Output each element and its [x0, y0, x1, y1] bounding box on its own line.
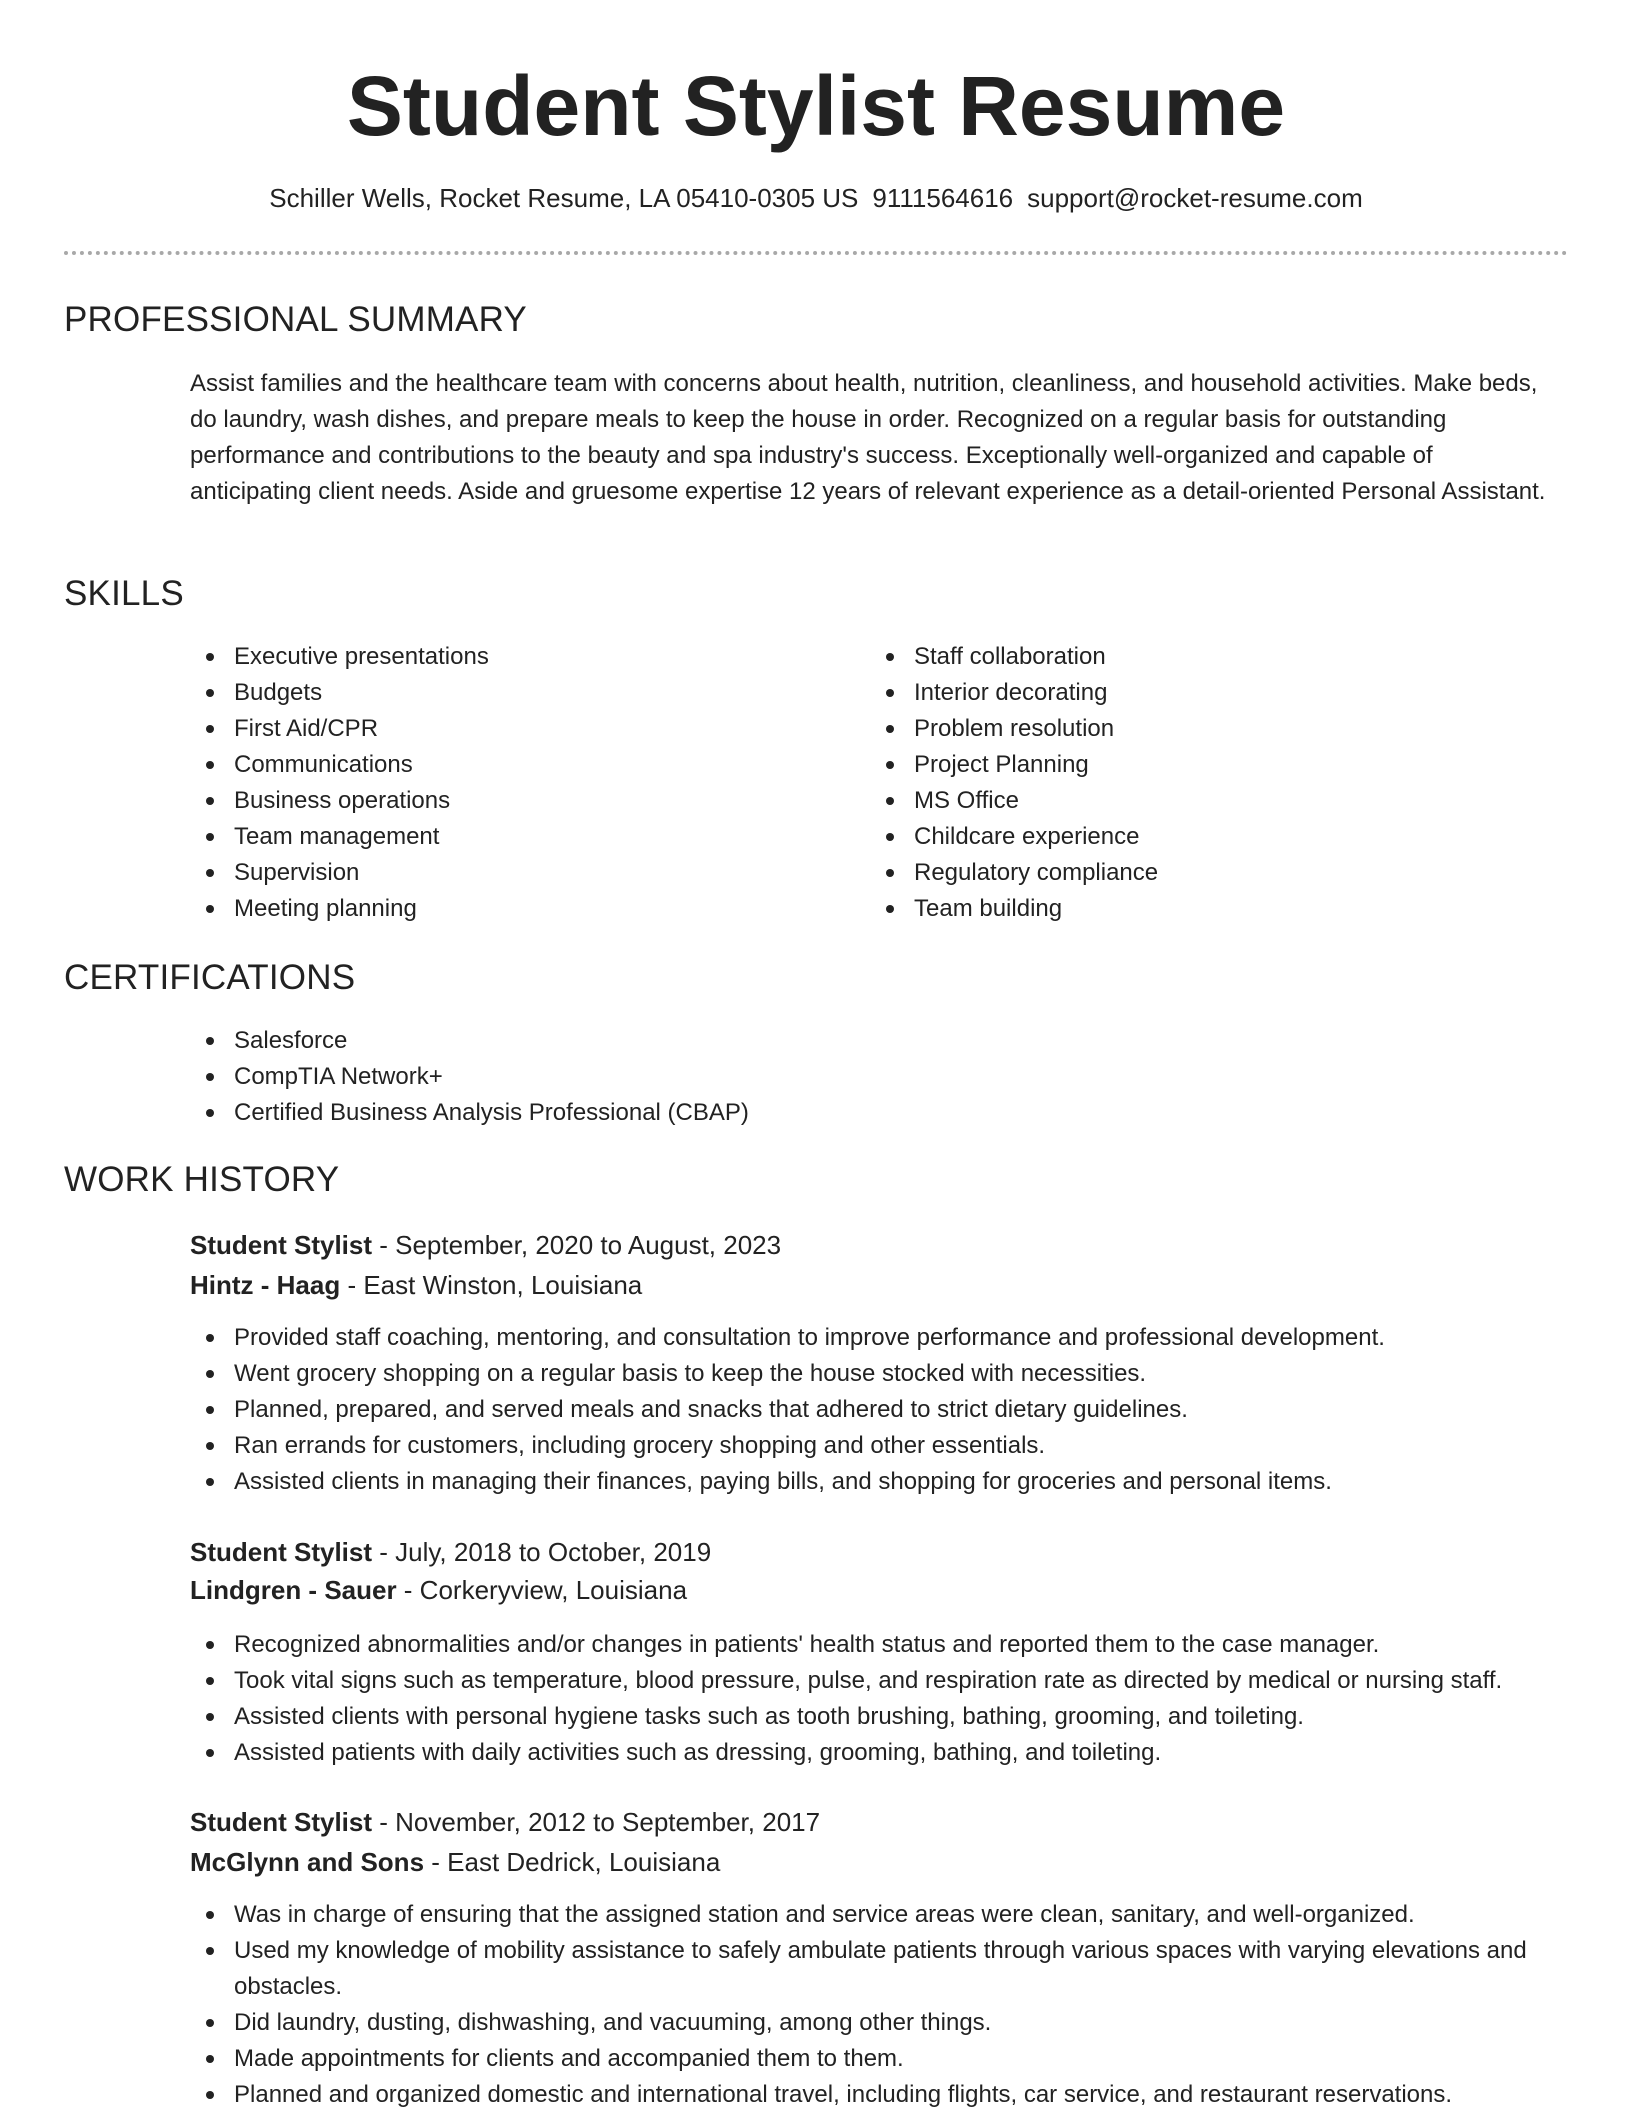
job-duty: Went grocery shopping on a regular basis to keep the house stocked with necessities. — [190, 1356, 1590, 1392]
job-duty: Assisted patients with daily activities such as dressing, grooming, bathing, and toileting. — [190, 1735, 1590, 1771]
job-title: Student Stylist — [190, 1537, 373, 1567]
job-duty: Did laundry, dusting, dishwashing, and vacuuming, among other things. — [190, 2005, 1560, 2041]
skill-item: Project Planning — [870, 747, 1510, 783]
skills-heading: SKILLS — [64, 574, 184, 613]
job-title: Student Stylist — [190, 1230, 373, 1260]
skill-item: Budgets — [190, 675, 830, 711]
contact-email: support@rocket-resume.com — [1027, 183, 1363, 213]
job-duty: Ran errands for customers, including grocery shopping and other essentials. — [190, 1428, 1590, 1464]
summary-text: Assist families and the healthcare team with concerns about health, nutrition, cleanliness, and household activities. Make beds, do laundry, wash dishes, and prepare meals to keep the house in order. Recognized on a regular basis for outstanding performance and contributions to the beauty and spa industry's success. Exceptionally well-organized and capable of anticipating client needs. Aside and gruesome expertise 12 years of relevant experience as a detail-oriented Personal Assistant. — [190, 370, 1546, 505]
job-duty: Assisted clients in managing their finances, paying bills, and shopping for groceries and personal items. — [190, 1464, 1590, 1500]
job-duty: Planned, prepared, and served meals and snacks that adhered to strict dietary guidelines. — [190, 1392, 1590, 1428]
contact-phone: 9111564616 — [872, 183, 1014, 213]
contact-address: Schiller Wells, Rocket Resume, LA 05410-0305 US — [269, 183, 859, 213]
job-location: - East Dedrick, Louisiana — [424, 1847, 721, 1877]
job-title-line — [190, 1804, 820, 1840]
skills-list-right — [870, 639, 1510, 927]
job-title: Student Stylist — [190, 1807, 373, 1837]
summary-heading: PROFESSIONAL SUMMARY — [64, 300, 527, 339]
certification-item: CompTIA Network+ — [190, 1059, 1560, 1095]
skill-item: Executive presentations — [190, 639, 830, 675]
job-duty: Recognized abnormalities and/or changes in patients' health status and reported them to the case manager. — [190, 1627, 1590, 1663]
skill-item: Regulatory compliance — [870, 855, 1510, 891]
skill-item: First Aid/CPR — [190, 711, 830, 747]
skill-item: Staff collaboration — [870, 639, 1510, 675]
certification-item: Certified Business Analysis Professional (CBAP) — [190, 1095, 1560, 1131]
skill-item: Meeting planning — [190, 891, 830, 927]
job-duty: Assisted clients with personal hygiene tasks such as tooth brushing, bathing, grooming, and toileting. — [190, 1699, 1590, 1735]
skill-item: Childcare experience — [870, 819, 1510, 855]
job-company: Hintz - Haag — [190, 1270, 341, 1300]
work-history-heading: WORK HISTORY — [64, 1160, 340, 1199]
job-duty: Provided staff coaching, mentoring, and consultation to improve performance and professional development. — [190, 1320, 1590, 1356]
certifications-list — [190, 1023, 1560, 1131]
job-duty: Was in charge of ensuring that the assigned station and service areas were clean, sanitary, and well-organized. — [190, 1897, 1560, 1933]
job-company: McGlynn and Sons — [190, 1847, 425, 1877]
skill-item: Business operations — [190, 783, 830, 819]
job-title-line — [190, 1534, 711, 1570]
job-company-line — [190, 1267, 642, 1303]
job-location: - Corkeryview, Louisiana — [396, 1575, 688, 1605]
job-duties-list — [190, 1897, 1560, 2113]
header-divider — [64, 251, 1568, 255]
skill-item: Communications — [190, 747, 830, 783]
resume-title: Student Stylist Resume — [346, 59, 1286, 153]
skill-item: MS Office — [870, 783, 1510, 819]
contact-line — [0, 180, 1632, 216]
skill-item: Problem resolution — [870, 711, 1510, 747]
job-duty: Planned and organized domestic and international travel, including flights, car service, and restaurant reservations. — [190, 2077, 1560, 2113]
job-duty: Used my knowledge of mobility assistance to safely ambulate patients through various spaces with varying elevations and obstacles. — [190, 1933, 1560, 2005]
job-company-line — [190, 1844, 720, 1880]
job-title-line — [190, 1227, 781, 1263]
job-dates: - July, 2018 to October, 2019 — [372, 1537, 712, 1567]
skill-item: Team building — [870, 891, 1510, 927]
job-company-line — [190, 1572, 687, 1608]
skill-item: Team management — [190, 819, 830, 855]
job-duty: Made appointments for clients and accompanied them to them. — [190, 2041, 1560, 2077]
job-dates: - November, 2012 to September, 2017 — [372, 1807, 821, 1837]
job-dates: - September, 2020 to August, 2023 — [372, 1230, 782, 1260]
job-duty: Took vital signs such as temperature, blood pressure, pulse, and respiration rate as directed by medical or nursing staff. — [190, 1663, 1590, 1699]
job-duties-list — [190, 1627, 1590, 1771]
job-duties-list — [190, 1320, 1590, 1500]
certification-item: Salesforce — [190, 1023, 1560, 1059]
skill-item: Supervision — [190, 855, 830, 891]
job-company: Lindgren - Sauer — [190, 1575, 397, 1605]
skill-item: Interior decorating — [870, 675, 1510, 711]
skills-list-left — [190, 639, 830, 927]
job-location: - East Winston, Louisiana — [340, 1270, 643, 1300]
certifications-heading: CERTIFICATIONS — [64, 958, 356, 997]
